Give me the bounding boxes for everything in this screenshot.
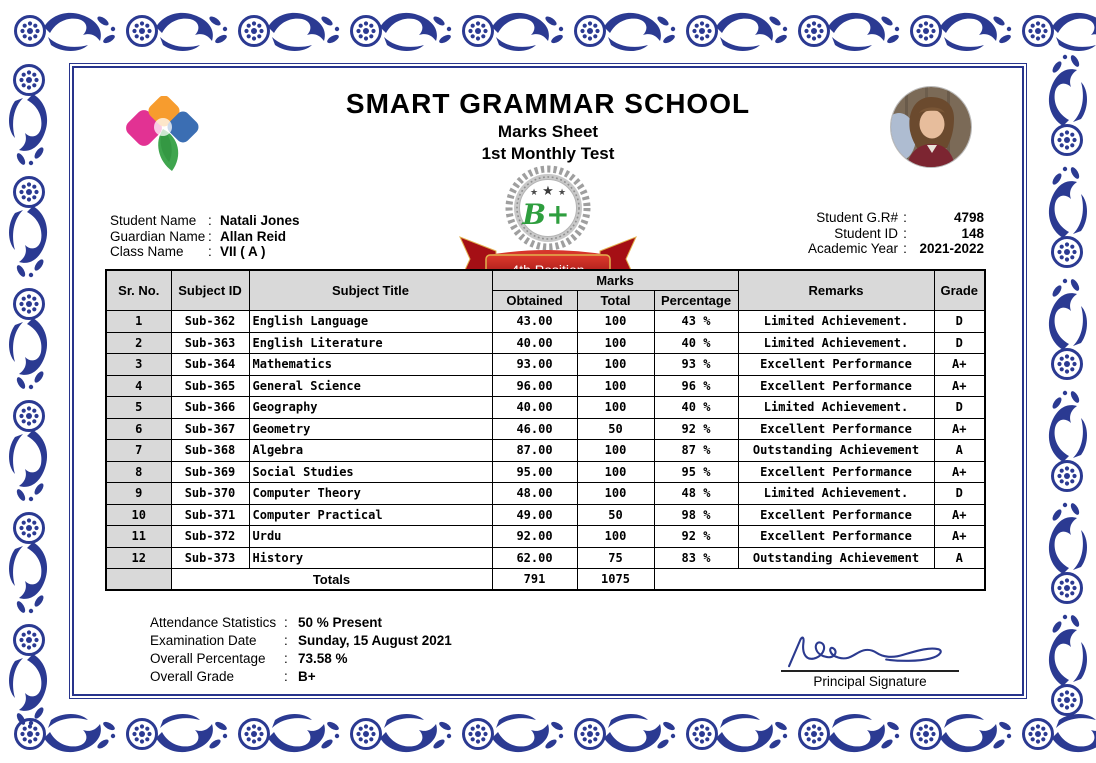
detail-row	[808, 210, 984, 226]
cell-sr: 11	[106, 526, 171, 548]
table-row	[106, 483, 985, 505]
cell-remarks: Outstanding Achievement	[738, 440, 934, 462]
cell-total: 100	[577, 375, 654, 397]
cell-obtained: 43.00	[492, 311, 577, 333]
detail-row	[110, 213, 300, 229]
cell-percentage: 98 %	[654, 504, 738, 526]
colon: :	[208, 244, 212, 259]
cell-grade: A	[934, 547, 985, 569]
signature-scribble-icon	[781, 630, 959, 672]
cell-subject_id: Sub-366	[171, 397, 249, 419]
table-row	[106, 461, 985, 483]
cell-grade: D	[934, 397, 985, 419]
footer-row	[150, 650, 452, 668]
cell-grade: D	[934, 311, 985, 333]
marks-table	[105, 269, 986, 591]
cell-sr: 2	[106, 332, 171, 354]
cell-percentage: 92 %	[654, 526, 738, 548]
cell-remarks: Outstanding Achievement	[738, 547, 934, 569]
cell-sr: 12	[106, 547, 171, 569]
cell-sr: 7	[106, 440, 171, 462]
header-percentage: Percentage	[654, 291, 738, 311]
detail-label: Class Name	[110, 244, 184, 259]
doc-title: Marks Sheet	[497, 122, 599, 141]
student-details	[110, 213, 300, 260]
cell-percentage: 40 %	[654, 397, 738, 419]
cell-percentage: 93 %	[654, 354, 738, 376]
table-header	[106, 270, 985, 311]
svg-text:★: ★	[542, 183, 554, 198]
student-photo	[890, 86, 972, 168]
header-marks-group: Marks	[492, 270, 738, 291]
header-subject-id: Subject ID	[171, 270, 249, 311]
cell-subject_title: Computer Theory	[249, 483, 492, 505]
colon: :	[208, 228, 212, 244]
totals-sr-cell	[106, 569, 171, 591]
cell-percentage: 83 %	[654, 547, 738, 569]
cell-sr: 1	[106, 311, 171, 333]
detail-label: Guardian Name	[110, 228, 206, 244]
cell-grade: A+	[934, 354, 985, 376]
cell-subject_title: Algebra	[249, 440, 492, 462]
header-grade: Grade	[934, 270, 985, 311]
colon: :	[903, 225, 907, 241]
header-subject-title: Subject Title	[249, 270, 492, 311]
cell-remarks: Limited Achievement.	[738, 311, 934, 333]
colon: :	[284, 633, 288, 648]
cell-subject_title: Geography	[249, 397, 492, 419]
cell-total: 75	[577, 547, 654, 569]
svg-text:★: ★	[557, 187, 567, 197]
detail-row	[808, 241, 984, 257]
cell-subject_title: Mathematics	[249, 354, 492, 376]
table-row	[106, 397, 985, 419]
cell-subject_id: Sub-371	[171, 504, 249, 526]
cell-subject_title: Computer Practical	[249, 504, 492, 526]
table-row	[106, 418, 985, 440]
svg-text:★: ★	[529, 187, 539, 197]
colon: :	[903, 210, 907, 225]
cell-subject_id: Sub-364	[171, 354, 249, 376]
cell-subject_title: Social Studies	[249, 461, 492, 483]
cell-sr: 3	[106, 354, 171, 376]
cell-sr: 4	[106, 375, 171, 397]
cell-subject_id: Sub-365	[171, 375, 249, 397]
cell-percentage: 40 %	[654, 332, 738, 354]
footer-label: Attendance Statistics	[150, 615, 277, 630]
cell-subject_id: Sub-373	[171, 547, 249, 569]
cell-subject_title: General Science	[249, 375, 492, 397]
totals-label: Totals	[171, 569, 492, 591]
footer-value: B+	[298, 669, 316, 684]
cell-total: 50	[577, 418, 654, 440]
cell-subject_id: Sub-368	[171, 440, 249, 462]
cell-percentage: 87 %	[654, 440, 738, 462]
cell-sr: 6	[106, 418, 171, 440]
cell-obtained: 87.00	[492, 440, 577, 462]
cell-grade: A	[934, 440, 985, 462]
table-row	[106, 547, 985, 569]
totals-row	[106, 569, 985, 591]
cell-percentage: 96 %	[654, 375, 738, 397]
cell-grade: A+	[934, 504, 985, 526]
table-row	[106, 311, 985, 333]
footer-value: 50 % Present	[298, 615, 383, 630]
cell-grade: A+	[934, 461, 985, 483]
cell-obtained: 62.00	[492, 547, 577, 569]
totals-empty-cell	[654, 569, 985, 591]
cell-total: 100	[577, 526, 654, 548]
table-row	[106, 440, 985, 462]
cell-obtained: 96.00	[492, 375, 577, 397]
marks-sheet	[72, 66, 1024, 696]
cell-total: 100	[577, 461, 654, 483]
cell-percentage: 43 %	[654, 311, 738, 333]
detail-row	[110, 229, 300, 245]
cell-remarks: Excellent Performance	[738, 375, 934, 397]
cell-remarks: Excellent Performance	[738, 354, 934, 376]
cell-subject_title: Geometry	[249, 418, 492, 440]
cell-subject_title: English Literature	[249, 332, 492, 354]
cell-sr: 10	[106, 504, 171, 526]
footer-statistics	[150, 614, 452, 686]
cell-sr: 8	[106, 461, 171, 483]
detail-row	[110, 244, 300, 260]
cell-subject_title: Urdu	[249, 526, 492, 548]
cell-total: 100	[577, 397, 654, 419]
detail-value: 2021-2022	[919, 241, 984, 256]
table-row	[106, 375, 985, 397]
cell-total: 100	[577, 354, 654, 376]
header-total: Total	[577, 291, 654, 311]
signature-label: Principal Signature	[813, 674, 927, 689]
cell-remarks: Excellent Performance	[738, 418, 934, 440]
cell-obtained: 92.00	[492, 526, 577, 548]
cell-grade: A+	[934, 418, 985, 440]
header-obtained: Obtained	[492, 291, 577, 311]
footer-label: Overall Percentage	[150, 651, 266, 666]
cell-total: 50	[577, 504, 654, 526]
cell-subject_id: Sub-370	[171, 483, 249, 505]
footer-row	[150, 614, 452, 632]
cell-percentage: 95 %	[654, 461, 738, 483]
cell-subject_title: English Language	[249, 311, 492, 333]
cell-subject_id: Sub-362	[171, 311, 249, 333]
table-row	[106, 504, 985, 526]
table-row	[106, 354, 985, 376]
detail-label: Student Name	[110, 213, 197, 228]
footer-label: Overall Grade	[150, 669, 235, 684]
colon: :	[208, 213, 212, 228]
cell-total: 100	[577, 332, 654, 354]
totals-obtained: 791	[492, 569, 577, 591]
footer-value: 73.58 %	[298, 651, 348, 666]
cell-subject_id: Sub-367	[171, 418, 249, 440]
cell-obtained: 40.00	[492, 332, 577, 354]
cell-subject_id: Sub-372	[171, 526, 249, 548]
cell-grade: A+	[934, 526, 985, 548]
test-title: 1st Monthly Test	[481, 144, 615, 163]
cell-remarks: Limited Achievement.	[738, 397, 934, 419]
cell-sr: 5	[106, 397, 171, 419]
cell-subject_id: Sub-369	[171, 461, 249, 483]
detail-value: 148	[961, 225, 984, 241]
colon: :	[284, 669, 288, 684]
cell-total: 100	[577, 311, 654, 333]
cell-obtained: 93.00	[492, 354, 577, 376]
signature-block	[764, 630, 976, 689]
cell-grade: A+	[934, 375, 985, 397]
detail-value: VII ( A )	[220, 244, 266, 259]
detail-label: Student ID	[834, 225, 898, 241]
cell-subject_id: Sub-363	[171, 332, 249, 354]
cell-remarks: Limited Achievement.	[738, 483, 934, 505]
detail-label: Student G.R#	[816, 210, 898, 225]
cell-subject_title: History	[249, 547, 492, 569]
student-photo-image	[891, 87, 971, 167]
footer-value: Sunday, 15 August 2021	[298, 633, 452, 648]
detail-label: Academic Year	[807, 241, 898, 256]
cell-sr: 9	[106, 483, 171, 505]
footer-label: Examination Date	[150, 633, 257, 648]
cell-obtained: 48.00	[492, 483, 577, 505]
colon: :	[903, 241, 907, 256]
cell-remarks: Excellent Performance	[738, 504, 934, 526]
table-row	[106, 526, 985, 548]
registry-details	[808, 210, 984, 257]
cell-remarks: Limited Achievement.	[738, 332, 934, 354]
totals-total: 1075	[577, 569, 654, 591]
cell-grade: D	[934, 483, 985, 505]
footer-row	[150, 668, 452, 686]
detail-value: Natali Jones	[220, 213, 300, 228]
header-sr: Sr. No.	[106, 270, 171, 311]
cell-percentage: 48 %	[654, 483, 738, 505]
detail-value: Allan Reid	[220, 228, 287, 244]
cell-remarks: Excellent Performance	[738, 461, 934, 483]
cell-remarks: Excellent Performance	[738, 526, 934, 548]
cell-total: 100	[577, 440, 654, 462]
cell-percentage: 92 %	[654, 418, 738, 440]
cell-total: 100	[577, 483, 654, 505]
colon: :	[284, 615, 288, 630]
school-name: SMART GRAMMAR SCHOOL	[345, 88, 751, 119]
cell-obtained: 95.00	[492, 461, 577, 483]
footer-row	[150, 632, 452, 650]
cell-obtained: 49.00	[492, 504, 577, 526]
cell-obtained: 40.00	[492, 397, 577, 419]
cell-grade: D	[934, 332, 985, 354]
table-row	[106, 332, 985, 354]
seal-grade-text: B+	[522, 198, 570, 231]
cell-obtained: 46.00	[492, 418, 577, 440]
detail-row	[808, 226, 984, 242]
detail-value: 4798	[953, 210, 984, 225]
title-block	[74, 88, 1022, 164]
colon: :	[284, 651, 288, 666]
header-remarks: Remarks	[738, 270, 934, 311]
marks-table-body	[106, 311, 985, 591]
